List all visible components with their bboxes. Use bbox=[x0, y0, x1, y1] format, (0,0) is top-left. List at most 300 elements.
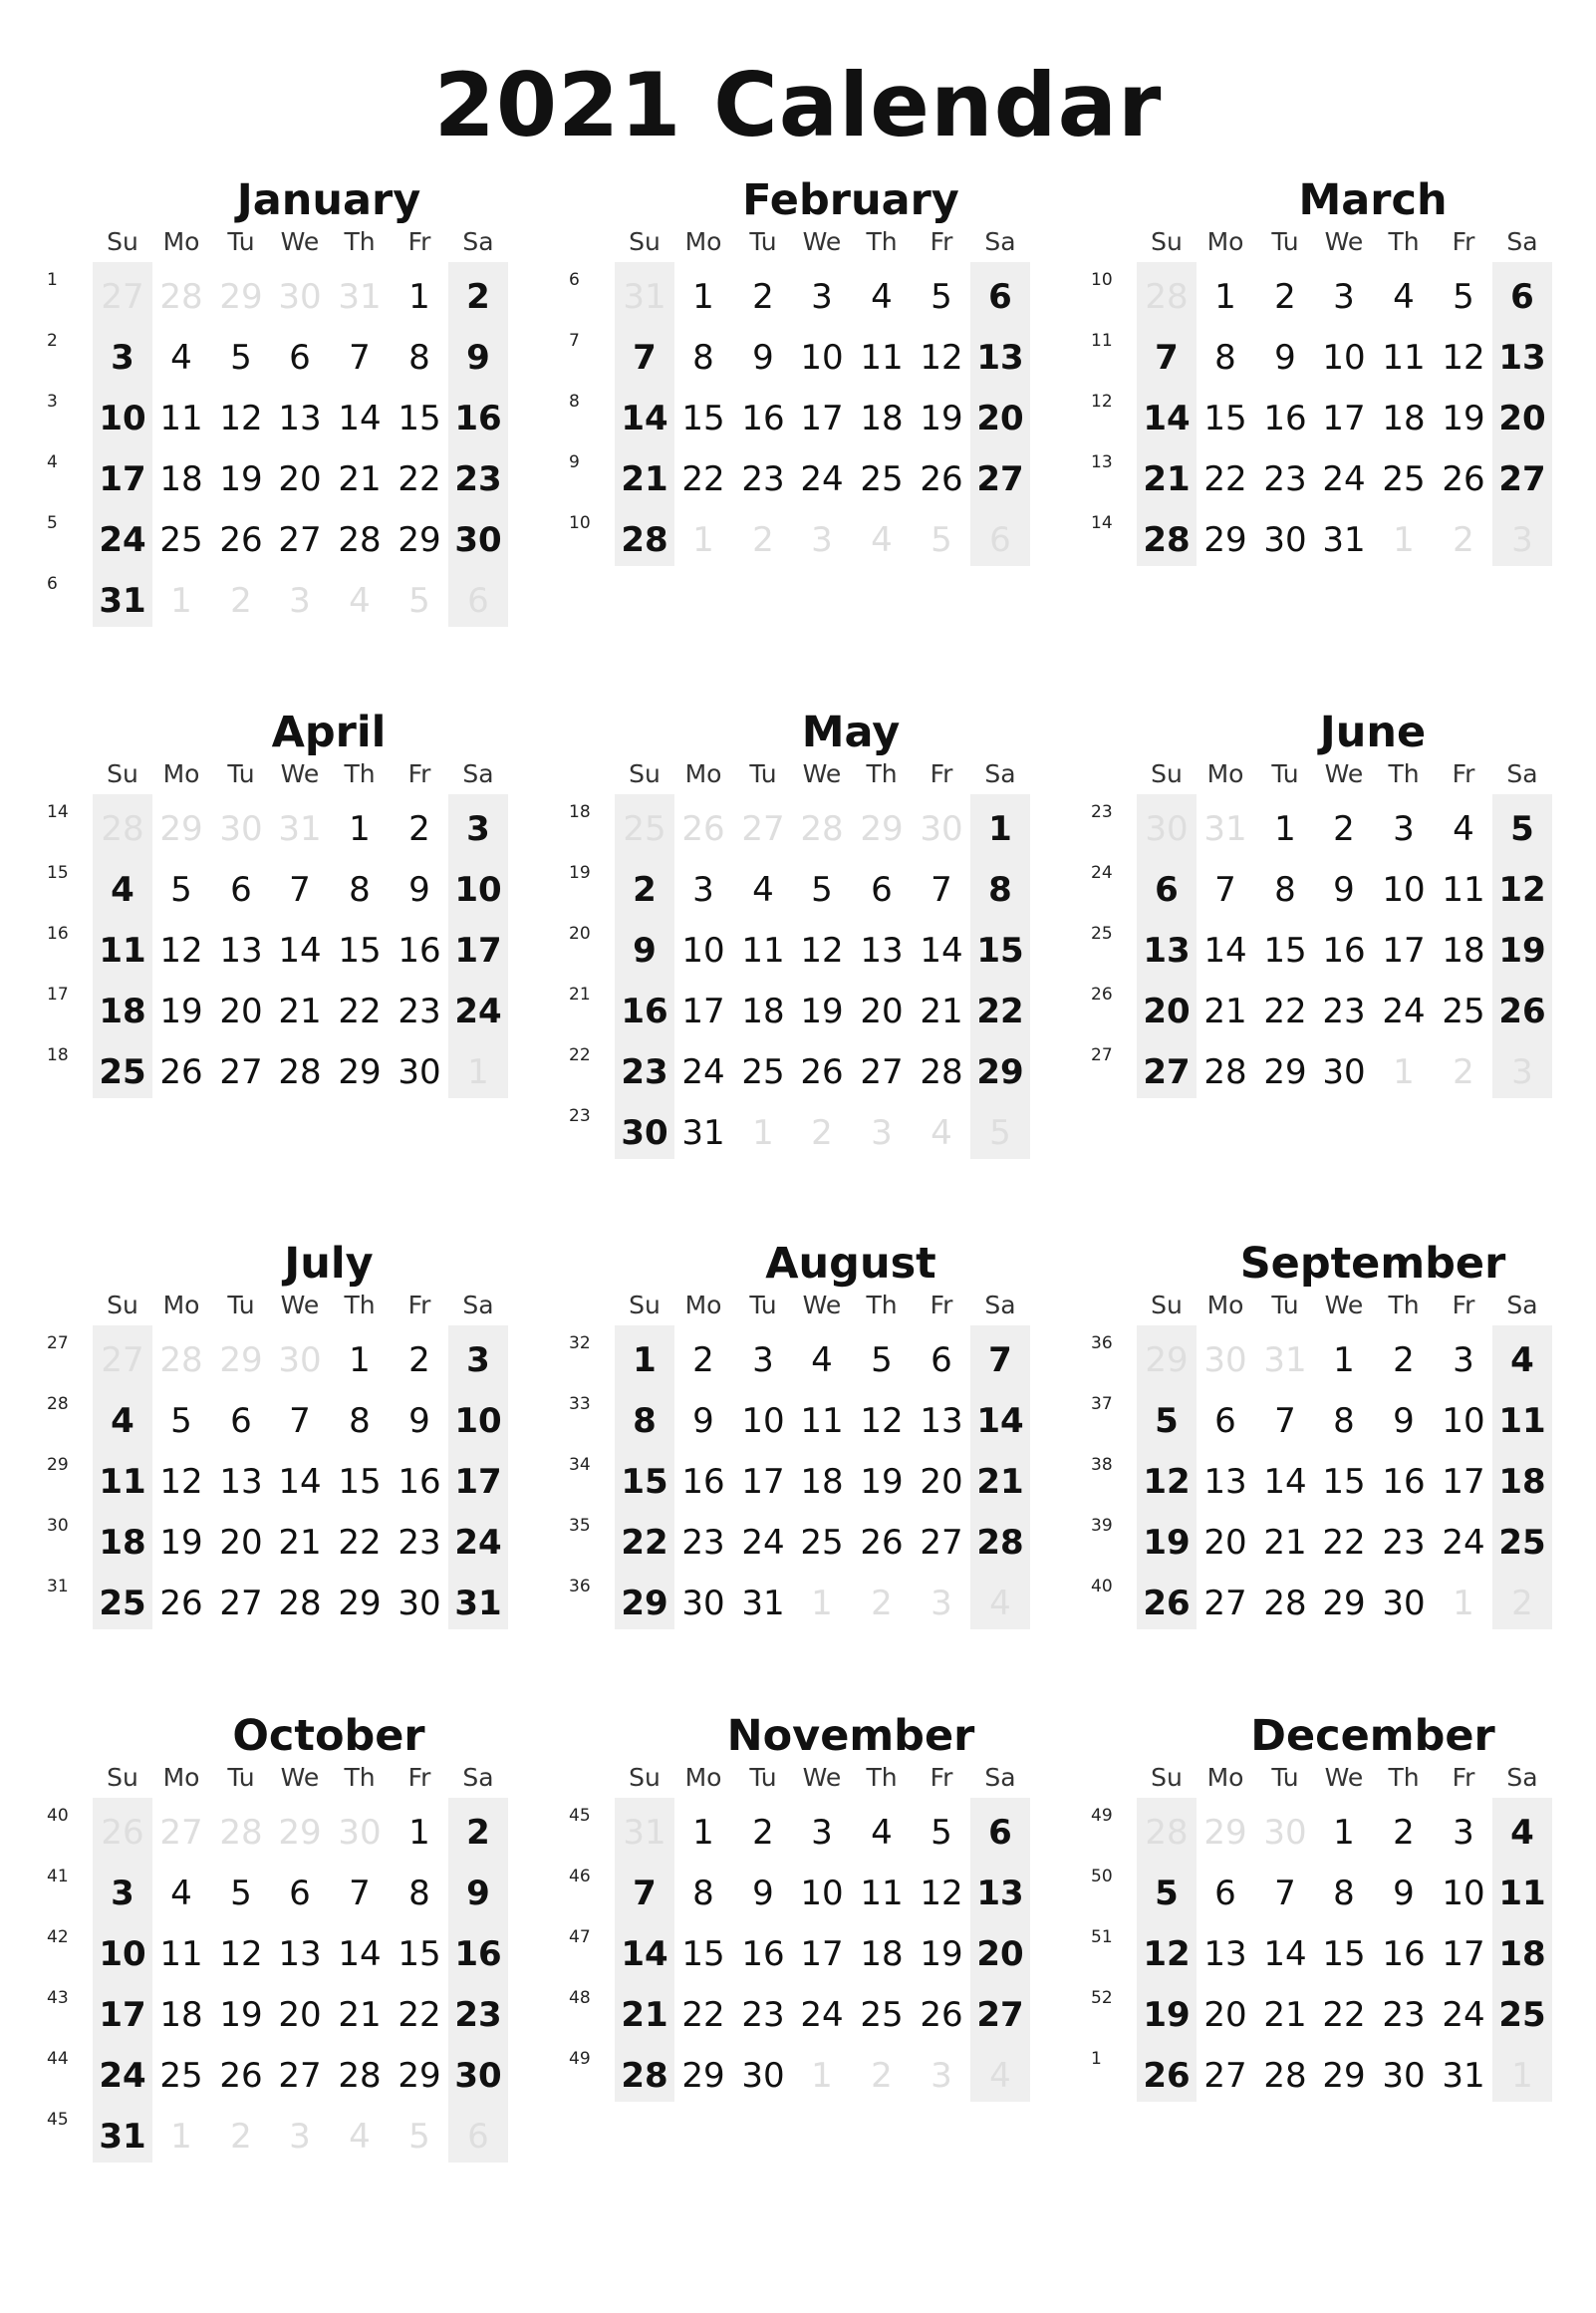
weekday-label: Su bbox=[107, 759, 138, 788]
day-cell: 20 bbox=[860, 992, 904, 1031]
day-cell: 1 bbox=[467, 1052, 489, 1092]
week-number: 41 bbox=[47, 1867, 69, 1886]
day-cell: 24 bbox=[1382, 992, 1426, 1031]
weekday-label: Fr bbox=[1452, 1291, 1475, 1319]
week-number: 23 bbox=[1091, 802, 1113, 822]
day-cell: 7 bbox=[349, 338, 371, 378]
day-cell: 19 bbox=[1143, 1995, 1191, 2035]
day-cell: 27 bbox=[920, 1523, 963, 1563]
day-cell: 27 bbox=[219, 1052, 263, 1092]
week-number: 37 bbox=[1091, 1394, 1113, 1414]
day-cell: 10 bbox=[1442, 1874, 1485, 1913]
day-cell: 8 bbox=[1333, 1401, 1355, 1441]
day-cell: 18 bbox=[1382, 399, 1426, 438]
day-cell: 27 bbox=[101, 277, 144, 317]
day-cell: 2 bbox=[1393, 1813, 1415, 1853]
day-cell: 3 bbox=[1453, 1340, 1474, 1380]
day-cell: 26 bbox=[101, 1813, 144, 1853]
day-cell: 29 bbox=[398, 520, 441, 560]
week-number: 27 bbox=[1091, 1045, 1113, 1065]
day-cell: 11 bbox=[159, 1934, 203, 1974]
day-cell: 29 bbox=[219, 1340, 263, 1380]
day-cell: 15 bbox=[1203, 399, 1247, 438]
weekday-label: We bbox=[280, 1291, 320, 1319]
week-number: 2 bbox=[47, 331, 58, 351]
day-cell: 3 bbox=[1393, 809, 1415, 849]
day-cell: 24 bbox=[454, 1523, 502, 1563]
week-number: 18 bbox=[569, 802, 591, 822]
week-number: 46 bbox=[569, 1867, 591, 1886]
weekday-label: Tu bbox=[227, 227, 255, 256]
week-number: 45 bbox=[47, 2110, 69, 2130]
day-cell: 4 bbox=[752, 870, 774, 910]
day-cell: 28 bbox=[219, 1813, 263, 1853]
day-cell: 4 bbox=[1510, 1340, 1534, 1380]
day-cell: 31 bbox=[1203, 809, 1247, 849]
day-cell: 30 bbox=[398, 1584, 441, 1623]
day-cell: 31 bbox=[1442, 2056, 1485, 2096]
day-cell: 23 bbox=[1382, 1995, 1426, 2035]
weekday-label: Sa bbox=[462, 1291, 494, 1319]
day-cell: 29 bbox=[338, 1052, 382, 1092]
day-cell: 26 bbox=[1143, 2056, 1191, 2096]
day-cell: 11 bbox=[741, 931, 785, 971]
day-cell: 22 bbox=[621, 1523, 668, 1563]
day-cell: 14 bbox=[278, 931, 322, 971]
weekday-label: Sa bbox=[984, 227, 1016, 256]
day-cell: 20 bbox=[1498, 399, 1546, 438]
day-cell: 5 bbox=[811, 870, 833, 910]
week-number: 19 bbox=[569, 863, 591, 883]
day-cell: 26 bbox=[1442, 459, 1485, 499]
day-cell: 26 bbox=[159, 1052, 203, 1092]
day-cell: 12 bbox=[1498, 870, 1546, 910]
day-cell: 7 bbox=[931, 870, 952, 910]
day-cell: 25 bbox=[1498, 1523, 1546, 1563]
day-cell: 17 bbox=[681, 992, 725, 1031]
month-name: January bbox=[236, 175, 421, 225]
day-cell: 2 bbox=[408, 809, 430, 849]
day-cell: 4 bbox=[1453, 809, 1474, 849]
day-cell: 2 bbox=[230, 581, 252, 621]
day-cell: 31 bbox=[338, 277, 382, 317]
day-cell: 30 bbox=[681, 1584, 725, 1623]
day-cell: 19 bbox=[1442, 399, 1485, 438]
day-cell: 9 bbox=[408, 1401, 430, 1441]
day-cell: 28 bbox=[1263, 1584, 1307, 1623]
month-march bbox=[1091, 175, 1596, 777]
day-cell: 28 bbox=[1143, 520, 1191, 560]
day-cell: 15 bbox=[398, 399, 441, 438]
day-cell: 28 bbox=[338, 520, 382, 560]
week-number: 27 bbox=[47, 1333, 69, 1353]
day-cell: 9 bbox=[752, 338, 774, 378]
month-name: October bbox=[232, 1711, 425, 1761]
day-cell: 14 bbox=[338, 399, 382, 438]
week-number: 14 bbox=[1091, 513, 1113, 533]
day-cell: 29 bbox=[1203, 520, 1247, 560]
day-cell: 1 bbox=[633, 1340, 657, 1380]
day-cell: 12 bbox=[219, 1934, 263, 1974]
weekday-label: Fr bbox=[930, 1763, 953, 1792]
day-cell: 4 bbox=[349, 581, 371, 621]
weekday-label: Su bbox=[1151, 759, 1183, 788]
day-cell: 25 bbox=[99, 1052, 146, 1092]
day-cell: 22 bbox=[976, 992, 1024, 1031]
day-cell: 13 bbox=[1203, 1462, 1247, 1502]
day-cell: 8 bbox=[692, 1874, 714, 1913]
week-number: 7 bbox=[569, 331, 580, 351]
week-number: 39 bbox=[1091, 1516, 1113, 1536]
day-cell: 30 bbox=[1322, 1052, 1366, 1092]
day-cell: 11 bbox=[1498, 1874, 1546, 1913]
weekday-label: Su bbox=[1151, 1291, 1183, 1319]
day-cell: 17 bbox=[1322, 399, 1366, 438]
day-cell: 2 bbox=[1333, 809, 1355, 849]
day-cell: 10 bbox=[1382, 870, 1426, 910]
week-number: 5 bbox=[47, 513, 58, 533]
day-cell: 27 bbox=[860, 1052, 904, 1092]
day-cell: 10 bbox=[1442, 1401, 1485, 1441]
day-cell: 13 bbox=[920, 1401, 963, 1441]
day-cell: 26 bbox=[219, 2056, 263, 2096]
day-cell: 2 bbox=[1453, 520, 1474, 560]
day-cell: 25 bbox=[159, 2056, 203, 2096]
day-cell: 20 bbox=[920, 1462, 963, 1502]
day-cell: 8 bbox=[408, 338, 430, 378]
day-cell: 5 bbox=[1155, 1401, 1179, 1441]
day-cell: 30 bbox=[1145, 809, 1189, 849]
week-number: 34 bbox=[569, 1455, 591, 1475]
weekday-label: Sa bbox=[1506, 759, 1538, 788]
day-cell: 2 bbox=[1393, 1340, 1415, 1380]
weekday-label: Tu bbox=[749, 1291, 777, 1319]
day-cell: 1 bbox=[1214, 277, 1236, 317]
week-number: 25 bbox=[1091, 924, 1113, 944]
day-cell: 23 bbox=[681, 1523, 725, 1563]
day-cell: 16 bbox=[1322, 931, 1366, 971]
weekday-label: Th bbox=[1388, 227, 1420, 256]
day-cell: 20 bbox=[976, 399, 1024, 438]
weekday-label: We bbox=[280, 1763, 320, 1792]
day-cell: 1 bbox=[408, 1813, 430, 1853]
day-cell: 29 bbox=[681, 2056, 725, 2096]
day-cell: 15 bbox=[1322, 1462, 1366, 1502]
page-title: 2021 Calendar bbox=[433, 54, 1163, 156]
week-number: 9 bbox=[569, 452, 580, 472]
weekday-label: Sa bbox=[984, 759, 1016, 788]
day-cell: 28 bbox=[278, 1052, 322, 1092]
day-cell: 19 bbox=[1498, 931, 1546, 971]
weekday-label: We bbox=[1324, 227, 1364, 256]
day-cell: 7 bbox=[289, 870, 311, 910]
weekday-label: Su bbox=[629, 1291, 661, 1319]
day-cell: 22 bbox=[681, 459, 725, 499]
day-cell: 24 bbox=[99, 520, 146, 560]
day-cell: 20 bbox=[278, 1995, 322, 2035]
day-cell: 2 bbox=[1274, 277, 1296, 317]
day-cell: 31 bbox=[1263, 1340, 1307, 1380]
day-cell: 24 bbox=[1322, 459, 1366, 499]
day-cell: 12 bbox=[219, 399, 263, 438]
day-cell: 10 bbox=[800, 338, 844, 378]
weekday-label: Th bbox=[344, 1763, 376, 1792]
day-cell: 28 bbox=[101, 809, 144, 849]
day-cell: 30 bbox=[1382, 1584, 1426, 1623]
day-cell: 23 bbox=[621, 1052, 668, 1092]
day-cell: 25 bbox=[741, 1052, 785, 1092]
month-december bbox=[1091, 1711, 1596, 2313]
day-cell: 19 bbox=[860, 1462, 904, 1502]
day-cell: 24 bbox=[741, 1523, 785, 1563]
day-cell: 5 bbox=[230, 338, 252, 378]
day-cell: 28 bbox=[1145, 277, 1189, 317]
weekday-label: Tu bbox=[1271, 1763, 1299, 1792]
month-november bbox=[569, 1711, 1085, 2313]
day-cell: 19 bbox=[920, 1934, 963, 1974]
day-cell: 27 bbox=[976, 459, 1024, 499]
day-cell: 31 bbox=[623, 1813, 666, 1853]
day-cell: 14 bbox=[1203, 931, 1247, 971]
weekday-label: Fr bbox=[930, 1291, 953, 1319]
day-cell: 3 bbox=[931, 1584, 952, 1623]
day-cell: 3 bbox=[111, 1874, 134, 1913]
weekday-label: Th bbox=[344, 227, 376, 256]
day-cell: 21 bbox=[278, 1523, 322, 1563]
day-cell: 8 bbox=[1214, 338, 1236, 378]
month-name: April bbox=[271, 708, 387, 757]
weekday-label: Mo bbox=[1206, 759, 1244, 788]
day-cell: 25 bbox=[623, 809, 666, 849]
day-cell: 22 bbox=[1203, 459, 1247, 499]
day-cell: 27 bbox=[1203, 1584, 1247, 1623]
day-cell: 20 bbox=[976, 1934, 1024, 1974]
weekday-label: Su bbox=[629, 759, 661, 788]
weekday-label: Sa bbox=[1506, 1763, 1538, 1792]
day-cell: 27 bbox=[159, 1813, 203, 1853]
day-cell: 12 bbox=[159, 1462, 203, 1502]
day-cell: 16 bbox=[741, 1934, 785, 1974]
day-cell: 29 bbox=[621, 1584, 668, 1623]
weekday-label: Fr bbox=[407, 227, 431, 256]
day-cell: 2 bbox=[692, 1340, 714, 1380]
day-cell: 5 bbox=[1453, 277, 1474, 317]
day-cell: 18 bbox=[1498, 1462, 1546, 1502]
weekday-label: Mo bbox=[684, 1291, 722, 1319]
week-number: 3 bbox=[47, 392, 58, 412]
day-cell: 21 bbox=[1143, 459, 1191, 499]
day-cell: 25 bbox=[1442, 992, 1485, 1031]
day-cell: 30 bbox=[454, 520, 502, 560]
week-number: 52 bbox=[1091, 1988, 1113, 2008]
day-cell: 26 bbox=[1143, 1584, 1191, 1623]
day-cell: 17 bbox=[1442, 1934, 1485, 1974]
day-cell: 24 bbox=[800, 1995, 844, 2035]
day-cell: 29 bbox=[1203, 1813, 1247, 1853]
weekday-label: Sa bbox=[984, 1763, 1016, 1792]
day-cell: 6 bbox=[871, 870, 893, 910]
day-cell: 4 bbox=[170, 338, 192, 378]
day-cell: 4 bbox=[871, 520, 893, 560]
week-number: 17 bbox=[47, 985, 69, 1005]
weekday-label: Th bbox=[866, 227, 898, 256]
day-cell: 23 bbox=[741, 459, 785, 499]
day-cell: 21 bbox=[621, 1995, 668, 2035]
weekday-label: Sa bbox=[462, 1763, 494, 1792]
day-cell: 31 bbox=[623, 277, 666, 317]
day-cell: 16 bbox=[398, 931, 441, 971]
day-cell: 1 bbox=[1453, 1584, 1474, 1623]
day-cell: 1 bbox=[692, 277, 714, 317]
day-cell: 17 bbox=[1382, 931, 1426, 971]
day-cell: 1 bbox=[408, 277, 430, 317]
day-cell: 19 bbox=[800, 992, 844, 1031]
day-cell: 3 bbox=[931, 2056, 952, 2096]
weekday-label: We bbox=[802, 1763, 842, 1792]
day-cell: 9 bbox=[1333, 870, 1355, 910]
day-cell: 7 bbox=[1155, 338, 1179, 378]
day-cell: 2 bbox=[466, 1813, 490, 1853]
day-cell: 3 bbox=[289, 581, 311, 621]
day-cell: 26 bbox=[219, 520, 263, 560]
day-cell: 8 bbox=[408, 1874, 430, 1913]
day-cell: 30 bbox=[338, 1813, 382, 1853]
week-number: 16 bbox=[47, 924, 69, 944]
day-cell: 27 bbox=[741, 809, 785, 849]
day-cell: 28 bbox=[159, 1340, 203, 1380]
day-cell: 22 bbox=[1263, 992, 1307, 1031]
day-cell: 27 bbox=[1203, 2056, 1247, 2096]
weekday-label: We bbox=[802, 759, 842, 788]
day-cell: 29 bbox=[159, 809, 203, 849]
week-number: 36 bbox=[569, 1577, 591, 1596]
day-cell: 31 bbox=[681, 1113, 725, 1153]
month-name: February bbox=[742, 175, 959, 225]
day-cell: 1 bbox=[811, 1584, 833, 1623]
weekday-label: Fr bbox=[930, 227, 953, 256]
day-cell: 4 bbox=[989, 1584, 1011, 1623]
day-cell: 9 bbox=[692, 1401, 714, 1441]
day-cell: 11 bbox=[860, 1874, 904, 1913]
month-name: July bbox=[284, 1239, 374, 1289]
day-cell: 28 bbox=[159, 277, 203, 317]
weekday-label: We bbox=[280, 227, 320, 256]
day-cell: 22 bbox=[338, 992, 382, 1031]
day-cell: 21 bbox=[920, 992, 963, 1031]
weekday-label: Tu bbox=[1271, 227, 1299, 256]
day-cell: 16 bbox=[621, 992, 668, 1031]
week-number: 1 bbox=[1091, 2049, 1102, 2069]
month-name: June bbox=[1319, 708, 1427, 757]
week-number: 28 bbox=[47, 1394, 69, 1414]
day-cell: 21 bbox=[976, 1462, 1024, 1502]
weekday-label: We bbox=[1324, 1291, 1364, 1319]
day-cell: 28 bbox=[1263, 2056, 1307, 2096]
day-cell: 19 bbox=[159, 992, 203, 1031]
day-cell: 7 bbox=[633, 338, 657, 378]
day-cell: 6 bbox=[467, 2117, 489, 2157]
weekday-label: Mo bbox=[684, 227, 722, 256]
day-cell: 17 bbox=[741, 1462, 785, 1502]
day-cell: 20 bbox=[278, 459, 322, 499]
day-cell: 8 bbox=[633, 1401, 657, 1441]
day-cell: 28 bbox=[621, 520, 668, 560]
day-cell: 27 bbox=[278, 520, 322, 560]
day-cell: 15 bbox=[1263, 931, 1307, 971]
day-cell: 29 bbox=[338, 1584, 382, 1623]
day-cell: 27 bbox=[278, 2056, 322, 2096]
day-cell: 14 bbox=[1143, 399, 1191, 438]
day-cell: 26 bbox=[159, 1584, 203, 1623]
month-april bbox=[47, 708, 563, 1309]
day-cell: 4 bbox=[111, 870, 134, 910]
day-cell: 9 bbox=[408, 870, 430, 910]
day-cell: 12 bbox=[1143, 1462, 1191, 1502]
day-cell: 24 bbox=[800, 459, 844, 499]
day-cell: 25 bbox=[800, 1523, 844, 1563]
week-number: 38 bbox=[1091, 1455, 1113, 1475]
day-cell: 21 bbox=[278, 992, 322, 1031]
day-cell: 12 bbox=[1143, 1934, 1191, 1974]
day-cell: 10 bbox=[800, 1874, 844, 1913]
day-cell: 8 bbox=[349, 870, 371, 910]
day-cell: 19 bbox=[219, 459, 263, 499]
day-cell: 31 bbox=[99, 581, 146, 621]
weekday-label: Fr bbox=[1452, 1763, 1475, 1792]
day-cell: 25 bbox=[1382, 459, 1426, 499]
weekday-label: Su bbox=[1151, 1763, 1183, 1792]
day-cell: 6 bbox=[230, 870, 252, 910]
weekday-label: Sa bbox=[462, 227, 494, 256]
day-cell: 9 bbox=[466, 338, 490, 378]
day-cell: 25 bbox=[860, 1995, 904, 2035]
week-number: 15 bbox=[47, 863, 69, 883]
weekday-label: Th bbox=[1388, 1763, 1420, 1792]
day-cell: 24 bbox=[1442, 1523, 1485, 1563]
week-number: 40 bbox=[47, 1806, 69, 1826]
week-number: 4 bbox=[47, 452, 58, 472]
day-cell: 18 bbox=[99, 1523, 146, 1563]
day-cell: 19 bbox=[1143, 1523, 1191, 1563]
weekday-label: Sa bbox=[462, 759, 494, 788]
day-cell: 5 bbox=[931, 520, 952, 560]
day-cell: 20 bbox=[1143, 992, 1191, 1031]
day-cell: 24 bbox=[1442, 1995, 1485, 2035]
day-cell: 28 bbox=[1145, 1813, 1189, 1853]
day-cell: 12 bbox=[860, 1401, 904, 1441]
week-number: 43 bbox=[47, 1988, 69, 2008]
day-cell: 18 bbox=[860, 399, 904, 438]
day-cell: 1 bbox=[1274, 809, 1296, 849]
day-cell: 8 bbox=[692, 338, 714, 378]
day-cell: 9 bbox=[1393, 1401, 1415, 1441]
day-cell: 1 bbox=[692, 520, 714, 560]
day-cell: 15 bbox=[398, 1934, 441, 1974]
day-cell: 15 bbox=[681, 399, 725, 438]
day-cell: 31 bbox=[278, 809, 322, 849]
day-cell: 20 bbox=[219, 1523, 263, 1563]
day-cell: 13 bbox=[278, 399, 322, 438]
month-february bbox=[569, 175, 1085, 777]
weekday-label: Th bbox=[866, 1763, 898, 1792]
month-name: March bbox=[1298, 175, 1448, 225]
week-number: 23 bbox=[569, 1106, 591, 1126]
day-cell: 9 bbox=[466, 1874, 490, 1913]
day-cell: 6 bbox=[1155, 870, 1179, 910]
day-cell: 25 bbox=[159, 520, 203, 560]
weekday-label: Mo bbox=[684, 1763, 722, 1792]
day-cell: 16 bbox=[454, 399, 502, 438]
